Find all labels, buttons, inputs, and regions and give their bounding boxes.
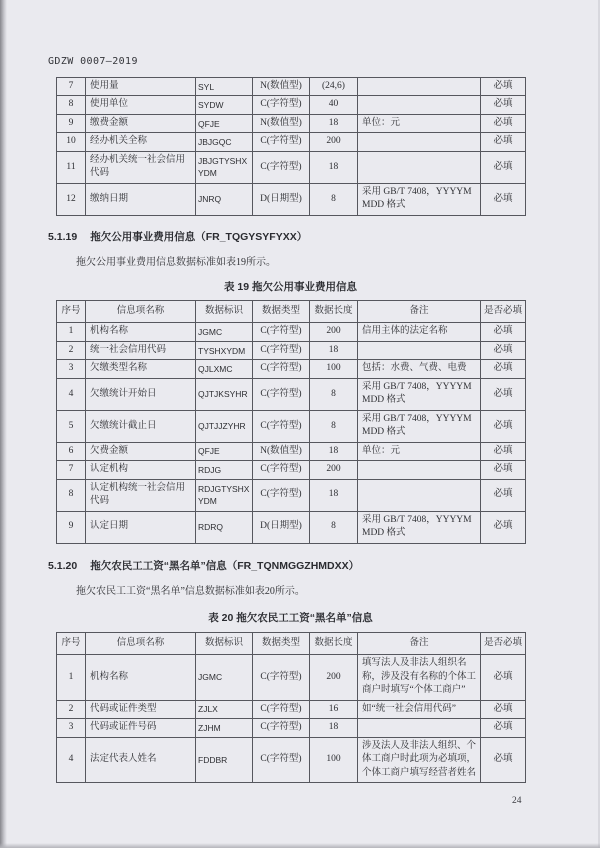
table-cell: 信用主体的法定名称 (358, 323, 481, 341)
table-row (57, 323, 526, 341)
table-cell: 2 (57, 341, 86, 359)
table-cell: 如“统一社会信用代码” (358, 700, 481, 718)
table-cell: JGMC (196, 323, 253, 341)
table-cell: 必填 (481, 700, 526, 718)
table-cell: 200 (310, 655, 358, 700)
table-cell: 5 (57, 410, 86, 442)
table-cell: ZJLX (196, 700, 253, 718)
table-cell (358, 96, 481, 114)
table-cell: 欠缴统计截止日 (86, 410, 196, 442)
table-cell: 采用 GB/T 7408，YYYYMMDD 格式 (358, 511, 481, 543)
table-cell: 必填 (481, 511, 526, 543)
table-cell: N(数值型) (253, 78, 310, 96)
table-cell: 8 (310, 378, 358, 410)
table-cell: 欠缴统计开始日 (86, 378, 196, 410)
table-cell: 经办机关统一社会信用代码 (86, 151, 196, 183)
table-cell: C(字符型) (253, 133, 310, 151)
table-cell: 12 (57, 183, 86, 215)
column-header: 数据长度 (310, 632, 358, 654)
table-row (57, 737, 526, 782)
page-content (48, 56, 534, 783)
table-cell: 2 (57, 700, 86, 718)
table-cell: 18 (310, 341, 358, 359)
table-cell: C(字符型) (253, 378, 310, 410)
table-row (57, 655, 526, 700)
table-cell: 3 (57, 719, 86, 737)
table-cell: 使用单位 (86, 96, 196, 114)
table-row (57, 114, 526, 132)
table-cell: N(数值型) (253, 114, 310, 132)
document-code-header: GDZW 0007—2019 (48, 56, 138, 67)
table-row (57, 378, 526, 410)
table-cell: 7 (57, 78, 86, 96)
table-cell: QJTJKSYHR (196, 378, 253, 410)
table-cell: 认定机构统一社会信用代码 (86, 479, 196, 511)
table-cell: 采用 GB/T 7408，YYYYMMDD 格式 (358, 410, 481, 442)
table-cell: 必填 (481, 442, 526, 460)
column-header: 信息项名称 (86, 632, 196, 654)
table-cell: 缴纳日期 (86, 183, 196, 215)
table-cell: SYL (196, 78, 253, 96)
table-row (57, 442, 526, 460)
table-cell: 11 (57, 151, 86, 183)
table-cell: 包括：水费、气费、电费 (358, 360, 481, 378)
table-cell: 经办机关全称 (86, 133, 196, 151)
column-header: 是否必填 (481, 300, 526, 322)
table-cell: FDDBR (196, 737, 253, 782)
table-cell: RDJG (196, 461, 253, 479)
table-cell: 使用量 (86, 78, 196, 96)
table-cell: 100 (310, 360, 358, 378)
table-cell: JBJGQC (196, 133, 253, 151)
table-cell: D(日期型) (253, 511, 310, 543)
table-cell (358, 341, 481, 359)
table-cell: 必填 (481, 78, 526, 96)
table-cell: 7 (57, 461, 86, 479)
column-header: 备注 (358, 300, 481, 322)
table-cell: 认定机构 (86, 461, 196, 479)
table-cell (358, 78, 481, 96)
table-cell: RDJGTYSHXYDM (196, 479, 253, 511)
table-cell: 6 (57, 442, 86, 460)
section-heading-5-1-20 (48, 558, 534, 573)
table-cell: 统一社会信用代码 (86, 341, 196, 359)
table-cell: 18 (310, 479, 358, 511)
table-cell: 8 (57, 96, 86, 114)
table-cell: 欠缴类型名称 (86, 360, 196, 378)
table-row (57, 183, 526, 215)
table-cell: 采用 GB/T 7408，YYYYMMDD 格式 (358, 378, 481, 410)
table-cell: C(字符型) (253, 360, 310, 378)
table-cell: 必填 (481, 655, 526, 700)
table-cell: 4 (57, 737, 86, 782)
table-row (57, 700, 526, 718)
table-cell: 8 (310, 183, 358, 215)
table-cell (358, 719, 481, 737)
section-paragraph: 拖欠农民工工资“黑名单”信息数据标准如表20所示。 (76, 585, 305, 597)
column-header: 序号 (57, 300, 86, 322)
table-cell: 采用 GB/T 7408，YYYYMMDD 格式 (358, 183, 481, 215)
table-cell: SYDW (196, 96, 253, 114)
table-row (57, 341, 526, 359)
table-cell: 填写法人及非法人组织名称，涉及没有名称的个体工商户时填写“个体工商户” (358, 655, 481, 700)
table-cell: 40 (310, 96, 358, 114)
column-header: 数据类型 (253, 300, 310, 322)
table-cell: 涉及法人及非法人组织、个体工商户时此项为必填项，个体工商户填写经营者姓名 (358, 737, 481, 782)
table-cell: C(字符型) (253, 655, 310, 700)
table-cell: C(字符型) (253, 479, 310, 511)
table-cell: C(字符型) (253, 96, 310, 114)
table-cell (358, 151, 481, 183)
table-cell: JNRQ (196, 183, 253, 215)
table-cell: 10 (57, 133, 86, 151)
column-header: 信息项名称 (86, 300, 196, 322)
table-cell: C(字符型) (253, 719, 310, 737)
table-cell: 8 (57, 479, 86, 511)
table-19-caption: 表 19 拖欠公用事业费用信息 (223, 280, 357, 293)
table-cell: 代码或证件号码 (86, 719, 196, 737)
table-row (57, 133, 526, 151)
table-header-row (57, 300, 526, 322)
table-cell: 单位：元 (358, 114, 481, 132)
section-title: 拖欠农民工工资“黑名单”信息（FR_TQNMGGZHMDXX） (90, 559, 360, 572)
table-row (57, 360, 526, 378)
table-header-row (57, 632, 526, 654)
table-row (57, 511, 526, 543)
table-cell: 法定代表人姓名 (86, 737, 196, 782)
table-cell: C(字符型) (253, 461, 310, 479)
table-cell: 200 (310, 461, 358, 479)
table-row (57, 151, 526, 183)
section-paragraph: 拖欠公用事业费用信息数据标准如表19所示。 (76, 256, 276, 268)
table-cell: 9 (57, 114, 86, 132)
table-cell: 必填 (481, 341, 526, 359)
table-cell: 机构名称 (86, 323, 196, 341)
table-cell: 200 (310, 323, 358, 341)
table-cell: 16 (310, 700, 358, 718)
table-cell: C(字符型) (253, 151, 310, 183)
table-cell (358, 479, 481, 511)
section-heading-5-1-19 (48, 229, 534, 244)
table-20-wage-blacklist-info (56, 632, 526, 783)
table-cell: C(字符型) (253, 341, 310, 359)
table-20-caption: 表 20 拖欠农民工工资“黑名单”信息 (208, 611, 373, 624)
table-cell: 缴费金额 (86, 114, 196, 132)
table-cell: 200 (310, 133, 358, 151)
table-cell: 3 (57, 360, 86, 378)
table-cell: 8 (310, 511, 358, 543)
table-row (57, 719, 526, 737)
column-header: 序号 (57, 632, 86, 654)
table-cell: 1 (57, 655, 86, 700)
table-cell: 单位：元 (358, 442, 481, 460)
table-cell: ZJHM (196, 719, 253, 737)
table-cell: QFJE (196, 442, 253, 460)
table-cell: 必填 (481, 183, 526, 215)
table-cell: C(字符型) (253, 737, 310, 782)
table-cell: 18 (310, 442, 358, 460)
column-header: 数据标识 (196, 300, 253, 322)
table-cell: N(数值型) (253, 442, 310, 460)
table-cell: 认定日期 (86, 511, 196, 543)
table-row (57, 461, 526, 479)
table-cell: 代码或证件类型 (86, 700, 196, 718)
table-cell: D(日期型) (253, 183, 310, 215)
table-row (57, 78, 526, 96)
scan-bottom-edge-shadow (0, 843, 600, 848)
table-cell: 18 (310, 719, 358, 737)
column-header: 数据长度 (310, 300, 358, 322)
table-cell: 必填 (481, 323, 526, 341)
column-header: 数据类型 (253, 632, 310, 654)
table-cell: 必填 (481, 96, 526, 114)
table-cell (358, 133, 481, 151)
table-cell: 必填 (481, 151, 526, 183)
table-cell: 18 (310, 114, 358, 132)
page-number: 24 (512, 796, 522, 806)
table-cell: C(字符型) (253, 323, 310, 341)
table-cell: 必填 (481, 461, 526, 479)
table-row (57, 96, 526, 114)
table-cell: 8 (310, 410, 358, 442)
table-cell (358, 461, 481, 479)
section-title: 拖欠公用事业费用信息（FR_TQGYSYFYXX） (90, 230, 308, 243)
table-cell: QJLXMC (196, 360, 253, 378)
table-cell: 必填 (481, 114, 526, 132)
table-cell: 必填 (481, 479, 526, 511)
section-number: 5.1.20 (48, 559, 78, 572)
table-cell: QFJE (196, 114, 253, 132)
table-row (57, 410, 526, 442)
table-cell: JGMC (196, 655, 253, 700)
column-header: 数据标识 (196, 632, 253, 654)
scan-left-edge-shadow (0, 0, 7, 848)
section-number: 5.1.19 (48, 230, 78, 243)
table-cell: QJTJJZYHR (196, 410, 253, 442)
table-cell: 必填 (481, 410, 526, 442)
table-cell: (24,6) (310, 78, 358, 96)
table-19-utility-fee-info (56, 300, 526, 544)
table-cell: 4 (57, 378, 86, 410)
table-cell: 必填 (481, 737, 526, 782)
table-row (57, 479, 526, 511)
table-cell: C(字符型) (253, 700, 310, 718)
table-cell: TYSHXYDM (196, 341, 253, 359)
table-cell: 必填 (481, 378, 526, 410)
table-cell: 100 (310, 737, 358, 782)
table-cell: 18 (310, 151, 358, 183)
table-cell: C(字符型) (253, 410, 310, 442)
table-cell: RDRQ (196, 511, 253, 543)
table-cell: 欠费金额 (86, 442, 196, 460)
table-cell: 机构名称 (86, 655, 196, 700)
table-cell: 必填 (481, 360, 526, 378)
column-header: 是否必填 (481, 632, 526, 654)
table-cell: JBJGTYSHXYDM (196, 151, 253, 183)
utility-fee-table-continued (56, 77, 526, 216)
table-cell: 9 (57, 511, 86, 543)
table-cell: 必填 (481, 719, 526, 737)
table-cell: 必填 (481, 133, 526, 151)
column-header: 备注 (358, 632, 481, 654)
table-cell: 1 (57, 323, 86, 341)
